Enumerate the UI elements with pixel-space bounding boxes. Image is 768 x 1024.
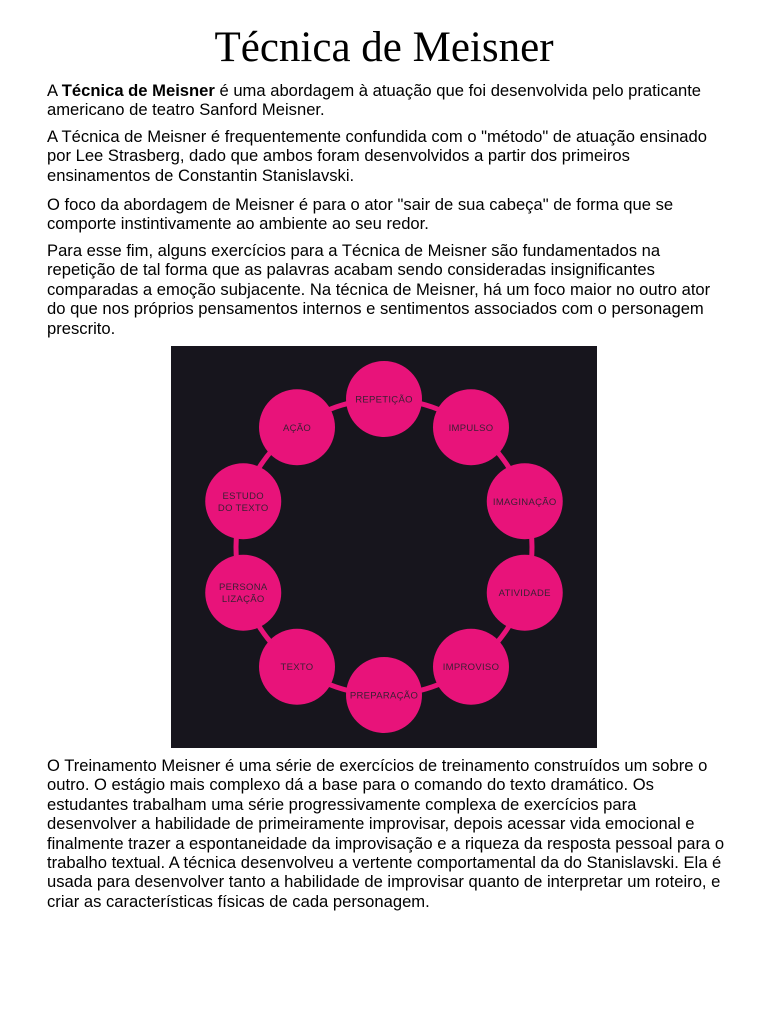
cycle-node-label: TEXTO xyxy=(280,662,314,674)
cycle-node-preparacao xyxy=(346,657,422,733)
cycle-node-label: PREPARAÇÃO xyxy=(349,690,419,702)
intro-paragraph xyxy=(47,81,727,120)
cycle-node-atividade xyxy=(487,555,563,631)
cycle-node-label: PERSONA xyxy=(218,582,268,594)
paragraph-repetition: Para esse fim, alguns exercícios para a Técnica de Meisner são fundamentados na repetição de tal forma que as palavras acabam sendo consideradas insignificantes comparadas a emoção subjacente. Na técnica de Meisner, há um foco maior no outro ator do que nos próprios pensamentos internos e sentimentos associados com o personagem prescrito. xyxy=(47,241,711,338)
cycle-node-label: ATIVIDADE xyxy=(498,588,551,600)
cycle-node-acao xyxy=(259,389,335,465)
cycle-node-label: LIZAÇÃO xyxy=(221,594,265,606)
intro-bold-term: Técnica de Meisner xyxy=(61,81,215,100)
cycle-node-label: DO TEXTO xyxy=(217,502,269,514)
cycle-node-label: AÇÃO xyxy=(282,422,312,434)
cycle-node-label: IMPULSO xyxy=(448,422,494,434)
cycle-node-label: ESTUDO xyxy=(222,490,264,502)
page-title: Técnica de Meisner xyxy=(214,24,554,71)
cycle-node-label: IMAGINAÇÃO xyxy=(492,496,557,508)
cycle-svg xyxy=(171,346,597,748)
cycle-node-persona-lizacao xyxy=(205,555,281,631)
cycle-node-label: IMPROVISO xyxy=(442,662,500,674)
meisner-cycle-diagram xyxy=(171,346,597,748)
cycle-node-label: REPETIÇÃO xyxy=(355,394,413,406)
paragraph-focus: O foco da abordagem de Meisner é para o ator "sair de sua cabeça" de forma que se comporte instintivamente ao ambiente ao seu redor. xyxy=(47,195,674,234)
cycle-node-texto xyxy=(259,629,335,705)
cycle-node-imaginacao xyxy=(487,463,563,539)
cycle-node-estudo-do-texto xyxy=(205,463,281,539)
paragraph-strasberg: A Técnica de Meisner é frequentemente confundida com o "método" de atuação ensinado por Lee Strasberg, dado que ambos foram desenvolvidos a partir dos primeiros ensinamentos de Constantin Stanislavski. xyxy=(47,127,707,185)
intro-prefix: A xyxy=(47,81,62,100)
cycle-node-impulso xyxy=(433,389,509,465)
intro-rest: é uma abordagem à atuação que foi desenvolvida pelo praticante americano de teatro Sanford Meisner. xyxy=(47,81,702,120)
cycle-nodes xyxy=(205,361,563,733)
cycle-node-repeticao xyxy=(346,361,422,437)
cycle-node-improviso xyxy=(433,629,509,705)
paragraph-training: O Treinamento Meisner é uma série de exercícios de treinamento construídos um sobre o outro. O estágio mais complexo dá a base para o comando do texto dramático. Os estudantes trabalham uma série progressivamente complexa de exercícios para desenvolver a habilidade de primeiramente improvisar, depois acessar vida emocional e finalmente trazer a espontaneidade da improvisação e a riqueza da resposta pessoal para o trabalho textual. A técnica desenvolveu a vertente comportamental da do Stanislavski. Ela é usada para desenvolver tanto a habilidade de improvisar quanto de interpretar um roteiro, e criar as características físicas de cada personagem. xyxy=(47,756,725,911)
